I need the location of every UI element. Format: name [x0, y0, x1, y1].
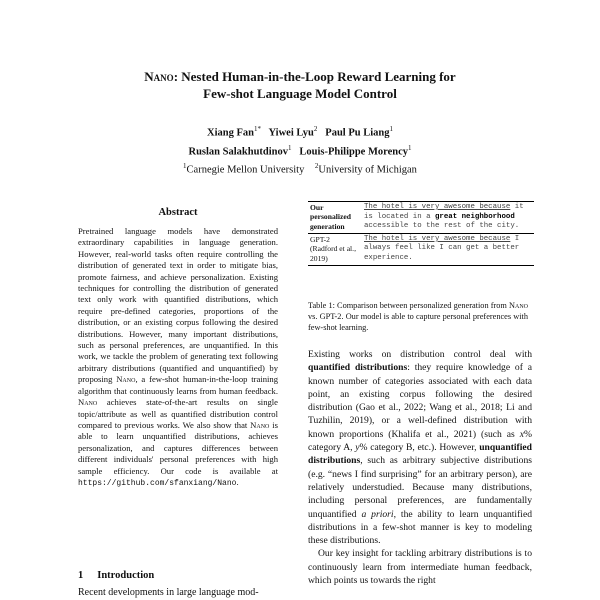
bold-term: unquantified distributions: [308, 442, 533, 467]
abstract-text: achieves state-of-the-art results on single topic/attribute as well as quantified distribution control compared to previous works. We also show that: [78, 397, 278, 430]
text-run: % category B, etc.). However,: [359, 442, 480, 454]
table-row: [308, 233, 534, 265]
table-row: [308, 202, 534, 234]
author-sup: 1: [408, 143, 412, 152]
bold-term: quantified distributions: [308, 362, 408, 374]
abstract-text: is able to learn unquantified distributions, achieves personalization, and captures differences between different individuals' personal preferences with high sample efficiency. Our code is available at: [78, 419, 278, 476]
authors-line-2: [60, 141, 540, 160]
text-run: : they require knowledge of a known number of categories associated with each data point, an existing corpus following the desired distribution (Gao et al., 2022; Wang et al., 2018; Li and Tuzhilin, 2019), or a well-defined distribution with known proportions (Khalifa et al., 2021) (such as: [308, 362, 532, 440]
affiliation-sup: 1: [183, 162, 187, 170]
caption-text: vs. GPT-2. Our model is able to capture personal preferences with few-shot learning.: [308, 312, 528, 332]
code-link[interactable]: https://github.com/sfanxiang/Nano: [78, 478, 237, 488]
section-number: 1: [78, 570, 84, 581]
introduction-first-line: Recent developments in large language mod-: [78, 587, 259, 598]
text-run: Existing works on distribution control deal with: [308, 349, 532, 360]
continuation-text: it is located in a: [364, 203, 524, 221]
author-name: Ruslan Salakhutdinov: [188, 146, 289, 157]
title-line-1: [60, 68, 540, 85]
section-heading-introduction: [78, 570, 154, 581]
gpt2-label: GPT-2: [310, 234, 330, 244]
math-var: y: [355, 442, 360, 454]
abstract-body: [78, 226, 278, 489]
author-sup: 2: [313, 125, 318, 133]
author-sup: 1: [389, 125, 393, 133]
title-nano: Nano: [144, 69, 174, 84]
abstract-text: .: [236, 476, 239, 487]
prompt-text: The hotel is very awesome because: [364, 203, 511, 211]
author-sup: 1*: [253, 125, 261, 133]
continuation-bold: great neighborhood: [434, 212, 515, 221]
paragraph: [308, 348, 532, 547]
text-run: , such as arbitrary subjective distributions (e.g. “news I find surprising” for an arbitrary person), are relatively understudied. Because many distributions, including personal preferences, are fundamentally unquantified: [308, 455, 532, 520]
abstract-text: Pretrained language models have demonstrated extraordinary capabilities in language generation. However, real-world tasks often require controlling the distribution of generated text in order to mitigate bias, promote fairness, and achieve personalization. Existing techniques for controlling the distribution of generated text only work with quantified distributions, which require pre-defined categories, proportions of the distribution, or an existing corpus following the desired distributions. However, many important distributions, such as personal preferences, are unquantified. In this work, we tackle the problem of generating text following arbitrary distributions (quantified and unquantified) by proposing: [78, 226, 278, 385]
author-name: Louis-Philippe Morency: [299, 146, 408, 157]
table-label-gpt2: [308, 233, 362, 265]
nano-name: Nano: [509, 301, 528, 310]
math-var: x: [519, 428, 524, 440]
affiliation-name: University of Michigan: [318, 164, 417, 176]
author-name: Xiang Fan: [207, 127, 254, 139]
nano-name: Nano: [78, 397, 98, 408]
paper-title: [60, 68, 540, 102]
text-run: , the ability to learn unquantified distributions in a few-shot manner is key to modeling these distributions.: [308, 508, 533, 547]
table-1-caption: [308, 300, 528, 333]
paragraph: Our key insight for tackling arbitrary distributions is to continuously learn from intermediate human feedback, which points us towards the right: [308, 548, 532, 587]
author-block: [60, 122, 540, 178]
table-generation-personalized: [362, 202, 534, 234]
affiliation-sup: 2: [314, 162, 319, 170]
nano-name: Nano: [116, 374, 136, 385]
affiliation-name: Carnegie Mellon University: [186, 164, 305, 176]
continuation-text: accessible to the rest of the city.: [364, 222, 520, 231]
abstract-text: , a few-shot human-in-the-loop training algorithm that continuously learns from human feedback.: [78, 374, 278, 396]
affiliations: [60, 159, 540, 178]
table-1: [308, 201, 534, 266]
authors-line-1: [60, 122, 540, 141]
prompt-text: The hotel is very awesome because: [364, 234, 511, 243]
author-sup: 1: [288, 143, 292, 152]
title-line-2: Few-shot Language Model Control: [203, 86, 397, 101]
section-title: Introduction: [97, 570, 155, 581]
gpt2-citation: (Radford et al., 2019): [310, 244, 356, 263]
author-name: Yiwei Lyu: [268, 127, 314, 139]
caption-text: Table 1: Comparison between personalized generation from: [308, 301, 509, 310]
continuation-text: I always feel like I can get a better experience.: [364, 234, 520, 262]
title-line-1-rest: : Nested Human-in-the-Loop Reward Learning for: [173, 69, 456, 84]
italic-term: a priori: [361, 508, 394, 520]
table-label-personalized: Our personalized generation: [308, 202, 362, 234]
table-generation-gpt2: [362, 233, 534, 265]
nano-name: Nano: [250, 419, 270, 430]
body-text: [308, 348, 532, 587]
text-run: % category A,: [308, 428, 532, 454]
abstract-heading: Abstract: [158, 207, 198, 218]
author-name: Paul Pu Liang: [325, 127, 390, 139]
